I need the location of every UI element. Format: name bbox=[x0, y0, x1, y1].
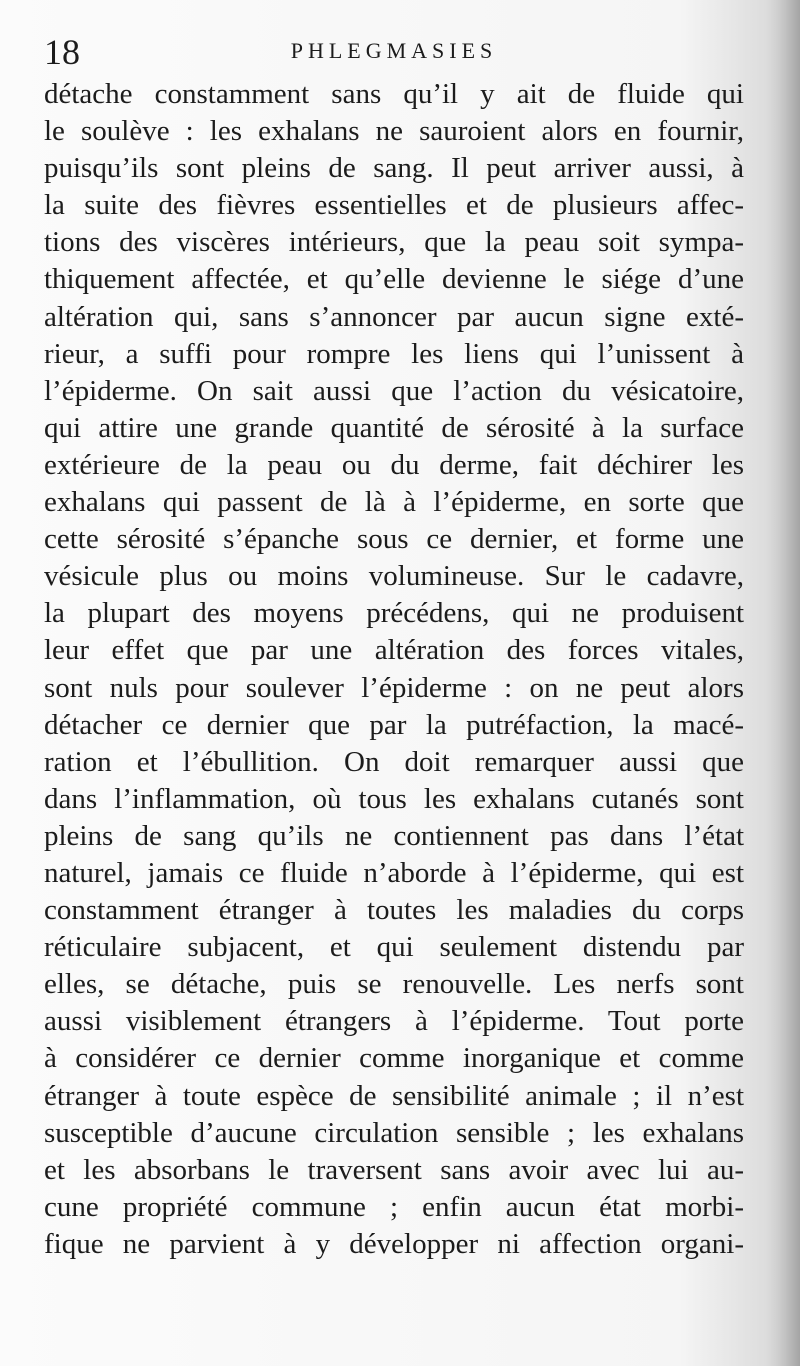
text-line: dans l’inflammation, où tous les exhalans cutanés sont bbox=[44, 782, 744, 815]
text-line: étranger à toute espèce de sensibilité animale ; il n’est bbox=[44, 1079, 744, 1112]
running-title: PHLEGMASIES bbox=[290, 38, 498, 63]
text-line: la plupart des moyens précédens, qui ne produisent bbox=[44, 597, 744, 630]
text-line: vésicule plus ou moins volumineuse. Sur le cadavre, bbox=[44, 560, 744, 593]
body-text bbox=[44, 76, 744, 1263]
text-line: altération qui, sans s’annoncer par aucun signe exté- bbox=[44, 300, 744, 333]
spine-shadow bbox=[766, 0, 800, 1366]
text-line: exhalans qui passent de là à l’épiderme, en sorte que bbox=[44, 486, 744, 519]
text-line: cette sérosité s’épanche sous ce dernier, et forme une bbox=[44, 523, 744, 556]
text-line: détache constamment sans qu’il y ait de fluide qui bbox=[44, 78, 744, 110]
text-line: leur effet que par une altération des forces vitales, bbox=[44, 634, 744, 667]
text-line: puisqu’ils sont pleins de sang. Il peut arriver aussi, à bbox=[44, 152, 744, 185]
text-line: fique ne parvient à y développer ni affection organi- bbox=[44, 1227, 744, 1260]
text-line: extérieure de la peau ou du derme, fait déchirer les bbox=[44, 448, 744, 481]
text-line: rieur, a suffi pour rompre les liens qui l’unissent à bbox=[44, 337, 744, 370]
text-line: aussi visiblement étrangers à l’épiderme. Tout porte bbox=[44, 1005, 744, 1038]
text-line: elles, se détache, puis se renouvelle. Les nerfs sont bbox=[44, 968, 744, 1001]
text-line: détacher ce dernier que par la putréfaction, la macé- bbox=[44, 708, 744, 741]
text-line: réticulaire subjacent, et qui seulement distendu par bbox=[44, 931, 744, 964]
text-line: à considérer ce dernier comme inorganique et comme bbox=[44, 1042, 744, 1075]
text-line: la suite des fièvres essentielles et de plusieurs affec- bbox=[44, 189, 744, 222]
text-line: qui attire une grande quantité de sérosité à la surface bbox=[44, 411, 744, 444]
text-line: cune propriété commune ; enfin aucun état morbi- bbox=[44, 1190, 744, 1223]
text-line: l’épiderme. On sait aussi que l’action du vésicatoire, bbox=[44, 374, 744, 407]
page-number: 18 bbox=[44, 32, 80, 72]
text-line: constamment étranger à toutes les maladies du corps bbox=[44, 894, 744, 927]
text-line: ration et l’ébullition. On doit remarquer aussi que bbox=[44, 745, 744, 778]
text-line: naturel, jamais ce fluide n’aborde à l’épiderme, qui est bbox=[44, 856, 744, 889]
text-line: et les absorbans le traversent sans avoir avec lui au- bbox=[44, 1153, 744, 1186]
text-line: pleins de sang qu’ils ne contiennent pas dans l’état bbox=[44, 819, 744, 852]
text-line: le soulève : les exhalans ne sauroient alors en fournir, bbox=[44, 115, 744, 148]
text-line: tions des viscères intérieurs, que la peau soit sympa- bbox=[44, 226, 744, 259]
text-line: susceptible d’aucune circulation sensible ; les exhalans bbox=[44, 1116, 744, 1149]
page-header bbox=[44, 30, 744, 74]
text-line: sont nuls pour soulever l’épiderme : on ne peut alors bbox=[44, 671, 744, 704]
text-line: thiquement affectée, et qu’elle devienne le siége d’une bbox=[44, 263, 744, 296]
